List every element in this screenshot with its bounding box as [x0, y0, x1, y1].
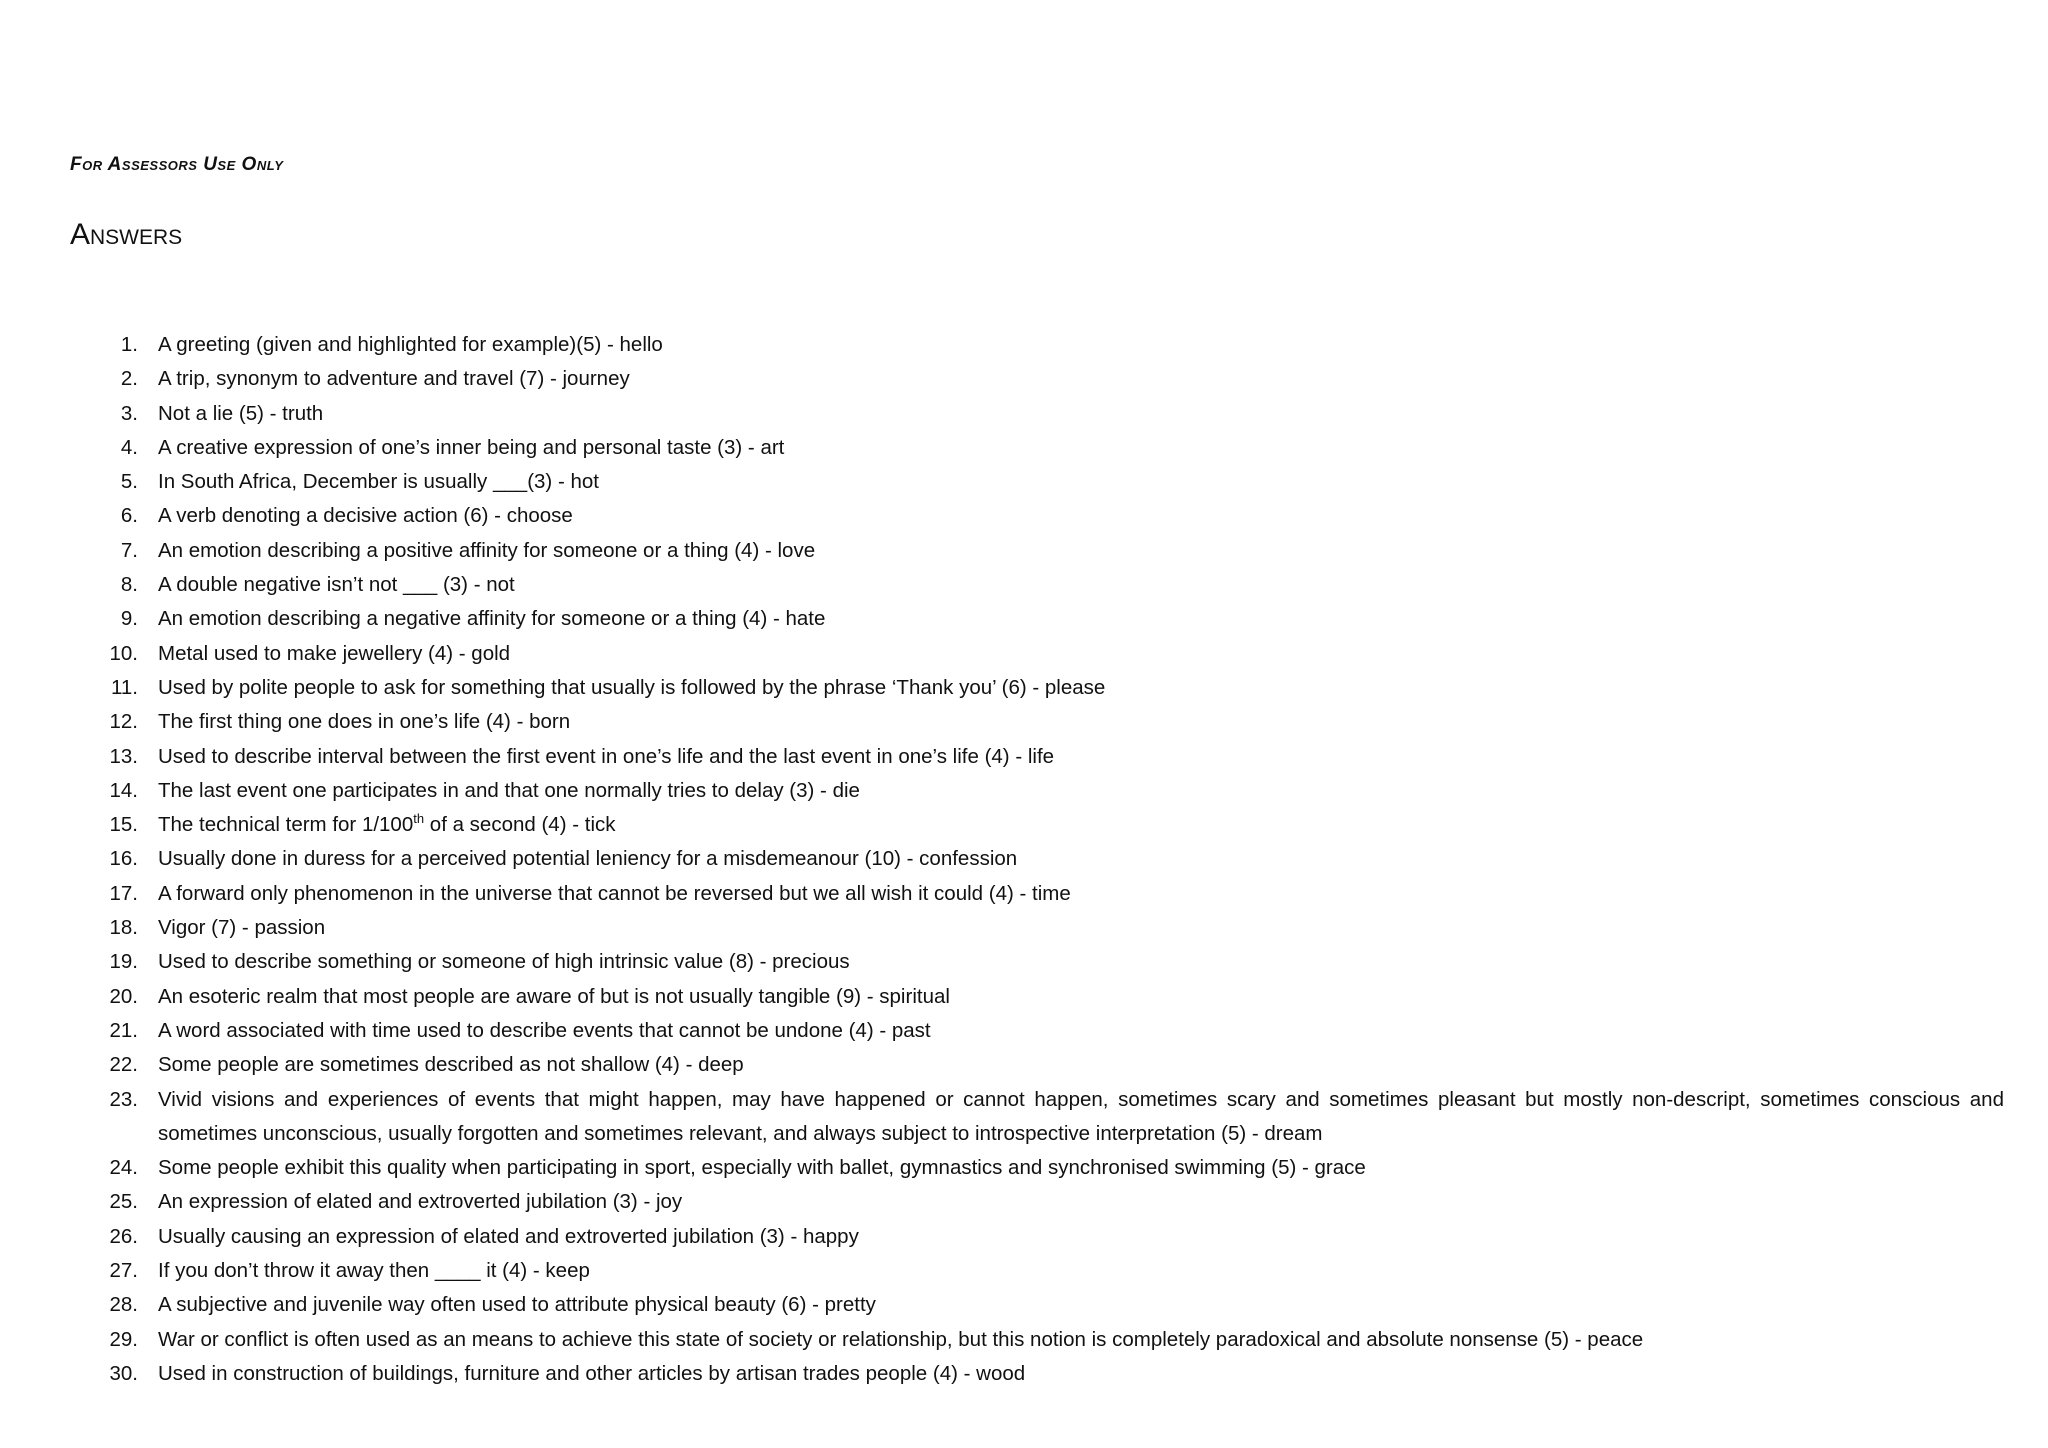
item-number: 3. — [120, 401, 138, 425]
answer-item — [104, 1185, 2004, 1219]
item-number: 24. — [109, 1156, 138, 1180]
item-number: 12. — [109, 710, 138, 734]
answer-item — [104, 740, 2004, 774]
item-text: The first thing one does in one’s life (4) - born — [158, 710, 571, 734]
answer-item — [104, 637, 2004, 671]
item-number: 25. — [109, 1190, 138, 1214]
item-text: Vivid visions and experiences of events that might happen, may have happened or cannot happen, sometimes scary and sometimes pleasant but mostly non-descript, sometimes conscious and sometimes unconscious, usually forgotten and sometimes relevant, and always subject to introspective interpretation (5) - dream — [158, 1087, 2004, 1145]
item-text: Usually done in duress for a perceived potential leniency for a misdemeanour (10) - confession — [158, 847, 1018, 871]
item-number: 21. — [109, 1018, 138, 1042]
answer-item — [104, 877, 2004, 911]
item-text: A verb denoting a decisive action (6) - choose — [158, 504, 573, 528]
item-text: Used to describe interval between the first event in one’s life and the last event in one’s life (4) - life — [158, 744, 1055, 768]
answer-item — [104, 1083, 2004, 1152]
answer-item — [104, 362, 2004, 396]
item-number: 27. — [109, 1259, 138, 1283]
item-text: A greeting (given and highlighted for example)(5) - hello — [158, 333, 663, 356]
answer-item — [104, 945, 2004, 979]
answer-item — [104, 1254, 2004, 1288]
answer-item — [104, 1151, 2004, 1185]
item-number: 28. — [109, 1293, 138, 1317]
item-text: A creative expression of one’s inner being and personal taste (3) - art — [158, 435, 785, 459]
item-text: A subjective and juvenile way often used to attribute physical beauty (6) - pretty — [158, 1293, 876, 1317]
answer-item — [104, 1220, 2004, 1254]
item-number: 10. — [109, 641, 138, 665]
answer-item — [104, 431, 2004, 465]
item-number: 11. — [111, 675, 138, 699]
answer-item — [104, 808, 2004, 842]
item-number: 20. — [109, 984, 138, 1008]
item-text: The last event one participates in and that one normally tries to delay (3) - die — [158, 778, 860, 802]
item-number: 18. — [109, 916, 138, 940]
superscript: th — [413, 811, 425, 827]
item-text: War or conflict is often used as an means to achieve this state of society or relationship, but this notion is completely paradoxical and absolute nonsense (5) - peace — [158, 1327, 1644, 1351]
item-number: 22. — [109, 1053, 138, 1077]
answer-item — [104, 705, 2004, 739]
item-text: Some people are sometimes described as not shallow (4) - deep — [158, 1053, 744, 1077]
item-number: 26. — [109, 1224, 138, 1248]
item-text: An esoteric realm that most people are aware of but is not usually tangible (9) - spiritual — [158, 984, 950, 1008]
item-text: In South Africa, December is usually ___(3) - hot — [158, 470, 599, 494]
item-text: An emotion describing a negative affinity for someone or a thing (4) - hate — [158, 607, 826, 631]
item-number: 9. — [120, 607, 138, 631]
answer-item — [104, 1323, 2004, 1357]
item-text: Metal used to make jewellery (4) - gold — [158, 641, 511, 665]
assessor-use-label: For Assessors Use Only — [70, 154, 284, 175]
item-text: Usually causing an expression of elated and extroverted jubilation (3) - happy — [158, 1224, 859, 1248]
item-text: A word associated with time used to describe events that cannot be undone (4) - past — [158, 1018, 931, 1042]
item-number: 1. — [120, 333, 138, 356]
answer-item — [104, 671, 2004, 705]
item-number: 19. — [109, 950, 138, 974]
page-title: Answers — [70, 218, 183, 251]
answer-item — [104, 1014, 2004, 1048]
item-text: Not a lie (5) - truth — [158, 401, 324, 425]
item-text-pre: The technical term for 1/100 — [158, 813, 414, 837]
item-number: 16. — [109, 847, 138, 871]
item-number: 2. — [120, 367, 138, 391]
item-text: If you don’t throw it away then ____ it (4) - keep — [158, 1259, 590, 1283]
item-number: 30. — [109, 1361, 138, 1385]
item-text: Some people exhibit this quality when participating in sport, especially with ballet, gymnastics and synchronised swimming (5) - grace — [158, 1156, 1366, 1180]
answer-item — [104, 568, 2004, 602]
item-text: A trip, synonym to adventure and travel (7) - journey — [158, 367, 630, 391]
answer-item — [104, 1288, 2004, 1322]
answer-item — [104, 1357, 2004, 1391]
item-text: Used by polite people to ask for something that usually is followed by the phrase ‘Thank you’ (6) - please — [158, 675, 1106, 699]
answer-item — [104, 774, 2004, 808]
item-text: A forward only phenomenon in the universe that cannot be reversed but we all wish it could (4) - time — [158, 881, 1071, 905]
item-text — [158, 808, 2004, 842]
answers-list — [104, 328, 2004, 1391]
item-text: Used in construction of buildings, furniture and other articles by artisan trades people (4) - wood — [158, 1361, 1026, 1385]
item-text: A double negative isn’t not ___ (3) - not — [158, 573, 515, 597]
item-number: 7. — [120, 538, 138, 562]
item-number: 5. — [120, 470, 138, 494]
answer-item — [104, 499, 2004, 533]
answer-item — [104, 842, 2004, 876]
item-number: 4. — [120, 435, 138, 459]
answer-item — [104, 465, 2004, 499]
item-number: 23. — [109, 1087, 138, 1111]
item-text-post: of a second (4) - tick — [424, 813, 616, 837]
answer-item — [104, 911, 2004, 945]
answer-item — [104, 328, 2004, 362]
item-text: Vigor (7) - passion — [158, 916, 326, 940]
item-number: 13. — [109, 744, 138, 768]
answer-item — [104, 602, 2004, 636]
answer-item — [104, 397, 2004, 431]
item-text: Used to describe something or someone of high intrinsic value (8) - precious — [158, 950, 850, 974]
answer-item — [104, 980, 2004, 1014]
item-number: 8. — [120, 573, 138, 597]
item-number: 17. — [109, 881, 138, 905]
answer-item — [104, 1048, 2004, 1082]
item-number: 29. — [109, 1327, 138, 1351]
answer-item — [104, 534, 2004, 568]
item-text: An emotion describing a positive affinity for someone or a thing (4) - love — [158, 538, 816, 562]
item-number: 15. — [109, 813, 138, 837]
item-number: 6. — [120, 504, 138, 528]
item-number: 14. — [109, 778, 138, 802]
item-text: An expression of elated and extroverted jubilation (3) - joy — [158, 1190, 683, 1214]
